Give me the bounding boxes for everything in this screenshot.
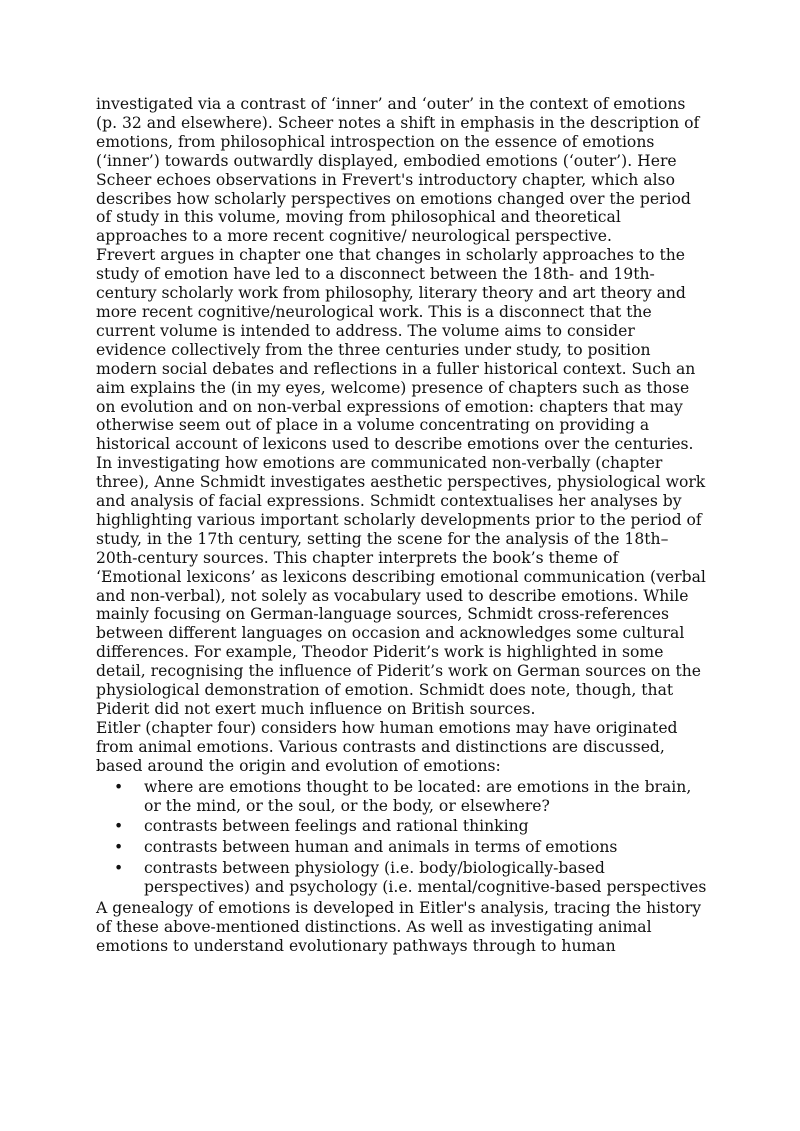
list-item-text: contrasts between feelings and rational thinking bbox=[144, 817, 529, 836]
bullet-icon: • bbox=[114, 777, 124, 796]
list-item-text: where are emotions thought to be located: are emotions in the brain, or the mind, or the soul, or the body, or elsewhere? bbox=[144, 777, 692, 815]
distinctions-list bbox=[96, 778, 708, 897]
document-page bbox=[96, 95, 708, 956]
paragraph-eitler: Eitler (chapter four) considers how human emotions may have originated from animal emotions. Various contrasts and distinctions are discussed, based around the origin and evolution of emotions: bbox=[96, 718, 678, 775]
paragraph-scheer: investigated via a contrast of ‘inner’ and ‘outer’ in the context of emotions (p. 32 and elsewhere). Scheer notes a shift in emphasis in the description of emotions, from philosophical introspection on the essence of emotions (‘inner’) towards outwardly displayed, embodied emotions (‘outer’). Here Scheer echoes observations in Frevert's introductory chapter, which also describes how scholarly perspectives on emotions changed over the period of study in this volume, moving from philosophical and theoretical approaches to a more recent cognitive/ neurological perspective. bbox=[96, 95, 700, 246]
list-item bbox=[96, 778, 708, 816]
paragraph-schmidt: In investigating how emotions are communicated non-verbally (chapter three), Anne Schmidt investigates aesthetic perspectives, physiological work and analysis of facial expressions. Schmidt contextualises her analyses by highlighting various important scholarly developments prior to the period of study, in the 17th century, setting the scene for the analysis of the 18th–20th-century sources. This chapter interprets the book’s theme of ‘Emotional lexicons’ as lexicons describing emotional communication (verbal and non-verbal), not solely as vocabulary used to describe emotions. While mainly focusing on German-language sources, Schmidt cross-references between different languages on occasion and acknowledges some cultural differences. For example, Theodor Piderit’s work is highlighted in some detail, recognising the influence of Piderit’s work on German sources on the physiological demonstration of emotion. Schmidt does note, though, that Piderit did not exert much influence on British sources. bbox=[96, 454, 706, 718]
paragraph-frevert: Frevert argues in chapter one that changes in scholarly approaches to the study of emotion have led to a disconnect between the 18th- and 19th-century scholarly work from philosophy, literary theory and art theory and more recent cognitive/neurological work. This is a disconnect that the current volume is intended to address. The volume aims to consider evidence collectively from the three centuries under study, to position modern social debates and reflections in a fuller historical context. Such an aim explains the (in my eyes, welcome) presence of chapters such as those on evolution and on non-verbal expressions of emotion: chapters that may otherwise seem out of place in a volume concentrating on providing a historical account of lexicons used to describe emotions over the centuries. bbox=[96, 246, 696, 454]
list-item bbox=[96, 817, 708, 836]
paragraph-genealogy: A genealogy of emotions is developed in Eitler's analysis, tracing the history of these above-mentioned distinctions. As well as investigating animal emotions to understand evolutionary pathways through to human bbox=[96, 899, 702, 955]
list-item bbox=[96, 838, 708, 857]
bullet-icon: • bbox=[114, 817, 124, 836]
bullet-icon: • bbox=[114, 838, 124, 857]
list-item-text: contrasts between physiology (i.e. body/biologically-based perspectives) and psychology (i.e. mental/cognitive-based perspectives bbox=[144, 859, 707, 897]
list-item-text: contrasts between human and animals in terms of emotions bbox=[144, 838, 618, 857]
bullet-icon: • bbox=[114, 859, 124, 878]
list-item bbox=[96, 859, 708, 897]
